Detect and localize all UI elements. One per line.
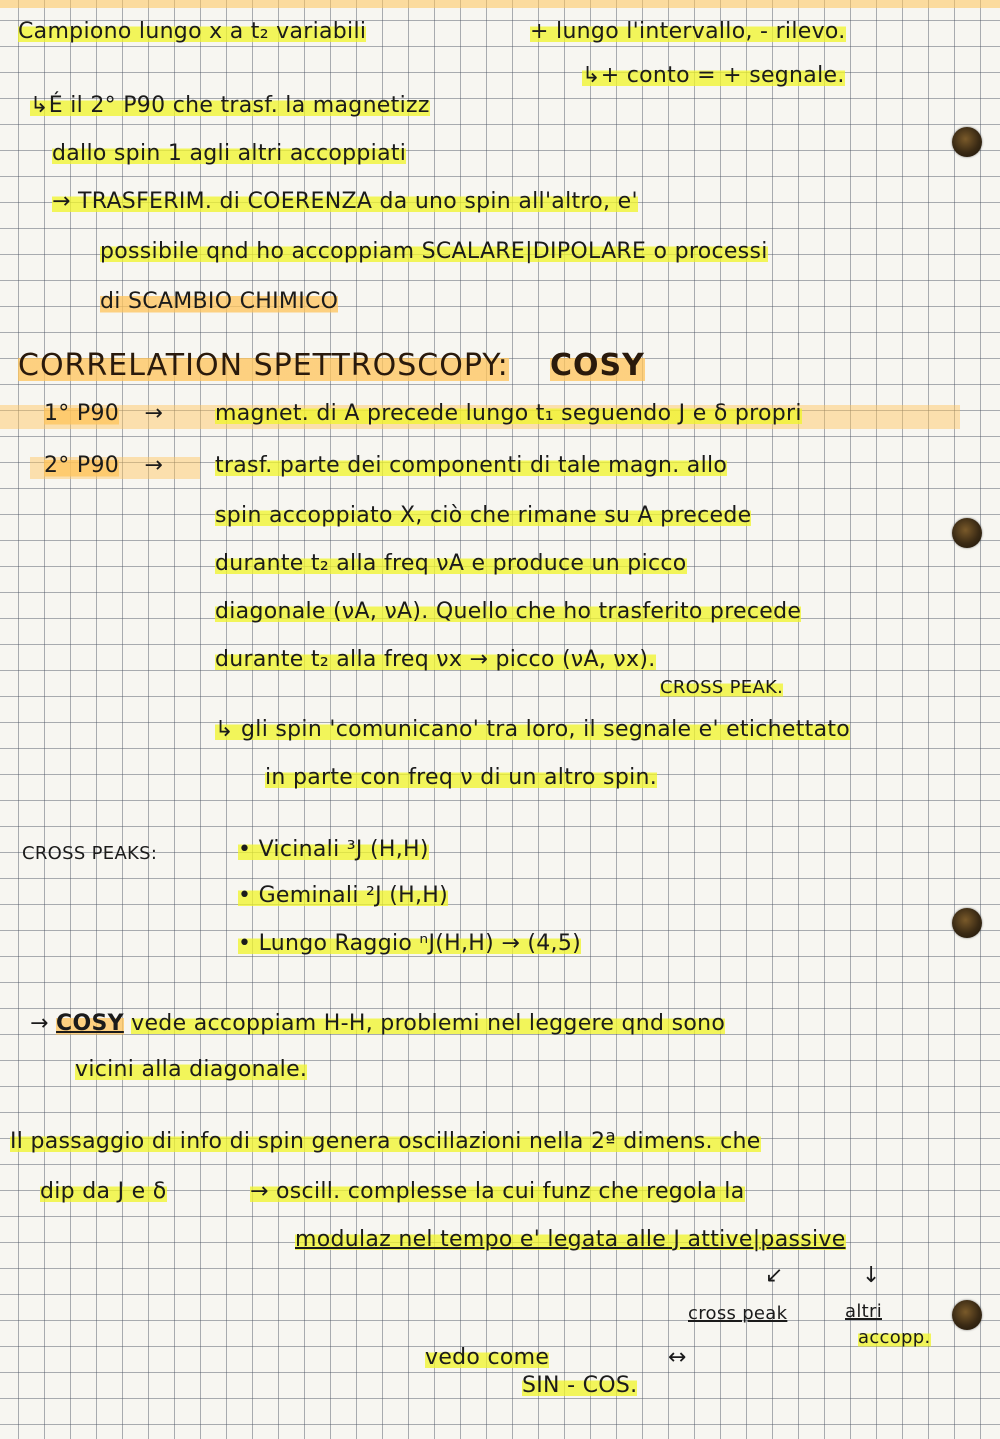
info-text: dip da J e δ [40,1179,167,1204]
note-line-7 [100,288,338,316]
note-text: di SCAMBIO CHIMICO [100,289,339,314]
sin-cos-line [522,1372,637,1400]
spin-note-text: in parte con freq ν di un altro spin. [265,765,658,790]
note-line-1b [530,18,846,46]
p2-text-1 [215,452,727,480]
p2-text-content: spin accoppiato X, ciò che rimane su A precede [215,503,752,528]
note-line-6 [100,238,768,266]
info-text: modulaz nel tempo e' legata alle J attive|passive [295,1227,846,1252]
cross-peak-small-label [688,1300,787,1328]
cross-peak-item-2 [238,882,448,910]
note-text: possibile qnd ho accoppiam SCALARE|DIPOLARE o processi [100,239,768,264]
p2-text-content: diagonale (νA, νA). Quello che ho trasferito precede [215,599,802,624]
note-line-1a [18,18,366,46]
p2-label [44,452,163,480]
p2-text-3 [215,550,687,578]
p2-text-content: durante t₂ alla freq νA e produce un picco [215,551,687,576]
double-arrow-glyph: ↔ [668,1345,687,1370]
p1-text [215,400,802,428]
cross-peaks-label [22,840,157,868]
cosy-line-2 [75,1056,307,1084]
punch-hole-4 [952,1300,982,1330]
cosy-line-1 [30,1010,725,1038]
p1-text-content: magnet. di A precede lungo t₁ seguendo J e δ propri [215,401,802,426]
cross-peak-item-text: • Vicinali ³J (H,H) [238,837,429,862]
punch-hole-3 [952,908,982,938]
double-arrow [668,1344,687,1372]
title-acronym: COSY [550,348,645,383]
cross-peak-item-1 [238,836,429,864]
cross-peaks-label-text: CROSS PEAKS: [22,843,158,864]
sin-cos-text: SIN - COS. [522,1373,638,1398]
punch-hole-1 [952,127,982,157]
note-text: dallo spin 1 agli altri accoppiati [52,141,407,166]
note-text: Campiono lungo x a t₂ variabili [18,19,367,44]
p2-text-4 [215,598,801,626]
info-text: Il passaggio di info di spin genera oscillazioni nella 2ª dimens. che [10,1129,761,1154]
note-line-2 [582,62,845,90]
note-line-5 [52,188,638,216]
info-line-1 [10,1128,761,1156]
vedo-come-text: vedo come [425,1345,550,1370]
p2-text-5 [215,646,656,674]
accopp-text: accopp. [858,1327,931,1348]
vedo-come-line [425,1344,549,1372]
p1-label [44,400,163,428]
cross-peak-item-text: • Lungo Raggio ⁿJ(H,H) → (4,5) [238,931,581,956]
cross-peak-item-3 [238,930,581,958]
section-title-acronym [550,348,645,384]
note-line-4 [52,140,406,168]
cosy-line-text-b: , problemi nel leggere qnd sono [365,1011,726,1036]
cross-peak-note-text: CROSS PEAK. [660,677,784,698]
cross-peak-item-text: • Geminali ²J (H,H) [238,883,448,908]
note-text: ↳É il 2° P90 che trasf. la magnetizz [30,93,430,118]
spin-note-1 [215,716,850,744]
note-text: + lungo l'intervallo, - rilevo. [530,19,846,44]
arrow-glyph: ↓ [862,1263,881,1288]
p1-arrow: → [144,401,164,426]
note-text: ↳+ conto = + segnale. [582,63,845,88]
punch-hole-2 [952,518,982,548]
note-line-3 [30,92,430,120]
p2-arrow: → [144,453,164,478]
info-line-3 [295,1226,846,1254]
info-line-2b [250,1178,745,1206]
arrow-to-cross-peak [765,1262,784,1290]
note-text: → TRASFERIM. di COERENZA da uno spin all'altro, e' [52,189,638,214]
info-line-2 [40,1178,167,1206]
top-edge-highlight [0,0,1000,8]
title-text: CORRELATION SPETTROSCOPY: [18,348,509,383]
cosy-line-text: vede accoppiam H-H [131,1011,366,1036]
p1-label-text: 1° P90 [44,401,120,426]
cosy-word: COSY [56,1011,124,1036]
cross-peak-small-text: cross peak [688,1303,788,1324]
cosy-line-text: vicini alla diagonale. [75,1057,308,1082]
cross-peak-note [660,674,783,702]
altri-text: altri [845,1301,882,1322]
spin-note-2 [265,764,657,792]
section-title [18,348,509,384]
info-text: → oscill. complesse la cui funz che regola la [250,1179,745,1204]
p2-text-content: durante t₂ alla freq νx → picco (νA, νx). [215,647,656,672]
p2-label-text: 2° P90 [44,453,120,478]
p2-text-2 [215,502,751,530]
altri-accopp-label-2 [858,1324,931,1352]
cosy-arrow: → [30,1011,49,1036]
arrow-glyph: ↙ [765,1263,784,1288]
arrow-to-altri [862,1262,881,1290]
altri-accopp-label-1 [845,1298,882,1326]
p2-text-content: trasf. parte dei componenti di tale magn. allo [215,453,728,478]
spin-note-text: ↳ gli spin 'comunicano' tra loro, il segnale e' etichettato [215,717,851,742]
